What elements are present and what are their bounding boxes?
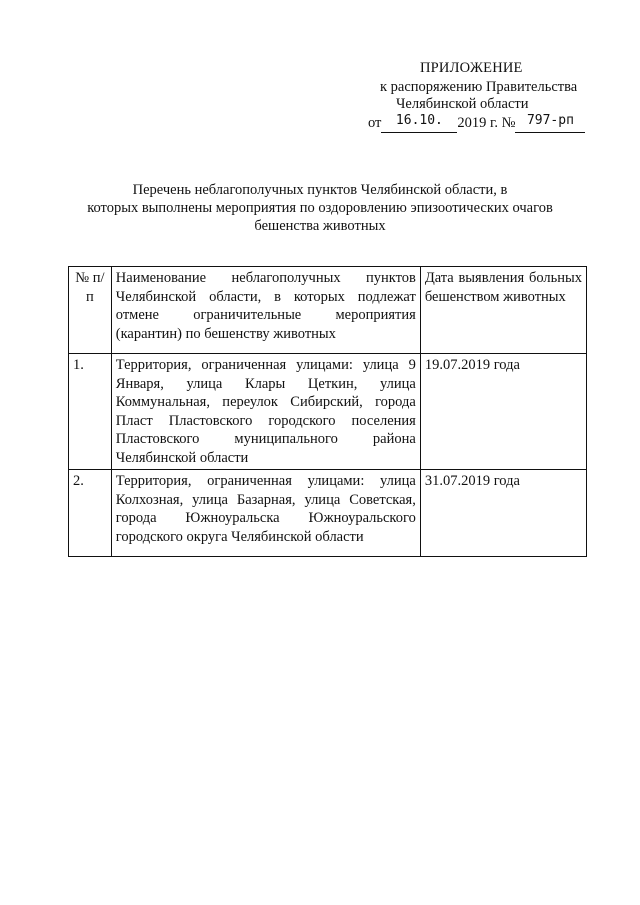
document-title-line-2: которых выполнены мероприятия по оздоровлению эпизоотических очагов <box>87 200 553 216</box>
document-title <box>80 181 560 235</box>
date-field <box>381 115 457 133</box>
table-header-row <box>69 267 587 354</box>
header-num: № п/п <box>69 267 112 354</box>
appendix-order-line: к распоряжению Правительства <box>380 79 578 95</box>
document-title-line-3: бешенства животных <box>254 218 386 234</box>
year-text: 2019 г. № <box>457 115 516 131</box>
row-date: 19.07.2019 года <box>420 354 586 470</box>
row-num: 1. <box>69 354 112 470</box>
locations-table <box>68 266 587 557</box>
document-title-line-1: Перечень неблагополучных пунктов Челябинской области, в <box>132 182 508 198</box>
header-date: Дата выявления больных бешенством животных <box>420 267 586 354</box>
row-num: 2. <box>69 470 112 557</box>
table-row <box>69 470 587 557</box>
date-prefix: от <box>368 115 382 131</box>
date-value: 16.10. <box>395 113 443 128</box>
header-name: Наименование неблагополучных пунктов Челябинской области, в которых подлежат отмене ограничительные мероприятия (карантин) по бешенству животных <box>111 267 420 354</box>
row-name: Территория, ограниченная улицами: улица 9 Января, улица Клары Цеткин, улица Коммунальная, переулок Сибирский, города Пласт Пластовского городского поселения Пластовского муниципального района Челябинской области <box>111 354 420 470</box>
appendix-title: ПРИЛОЖЕНИЕ <box>420 60 523 76</box>
row-date: 31.07.2019 года <box>420 470 586 557</box>
row-name: Территория, ограниченная улицами: улица Колхозная, улица Базарная, улица Советская, города Южноуральска Южноуральского городского округа Челябинской области <box>111 470 420 557</box>
table-row <box>69 354 587 470</box>
appendix-date-number-line <box>368 115 585 133</box>
number-field <box>515 115 585 133</box>
appendix-region-line: Челябинской области <box>396 96 529 112</box>
number-value: 797-рп <box>526 113 574 128</box>
